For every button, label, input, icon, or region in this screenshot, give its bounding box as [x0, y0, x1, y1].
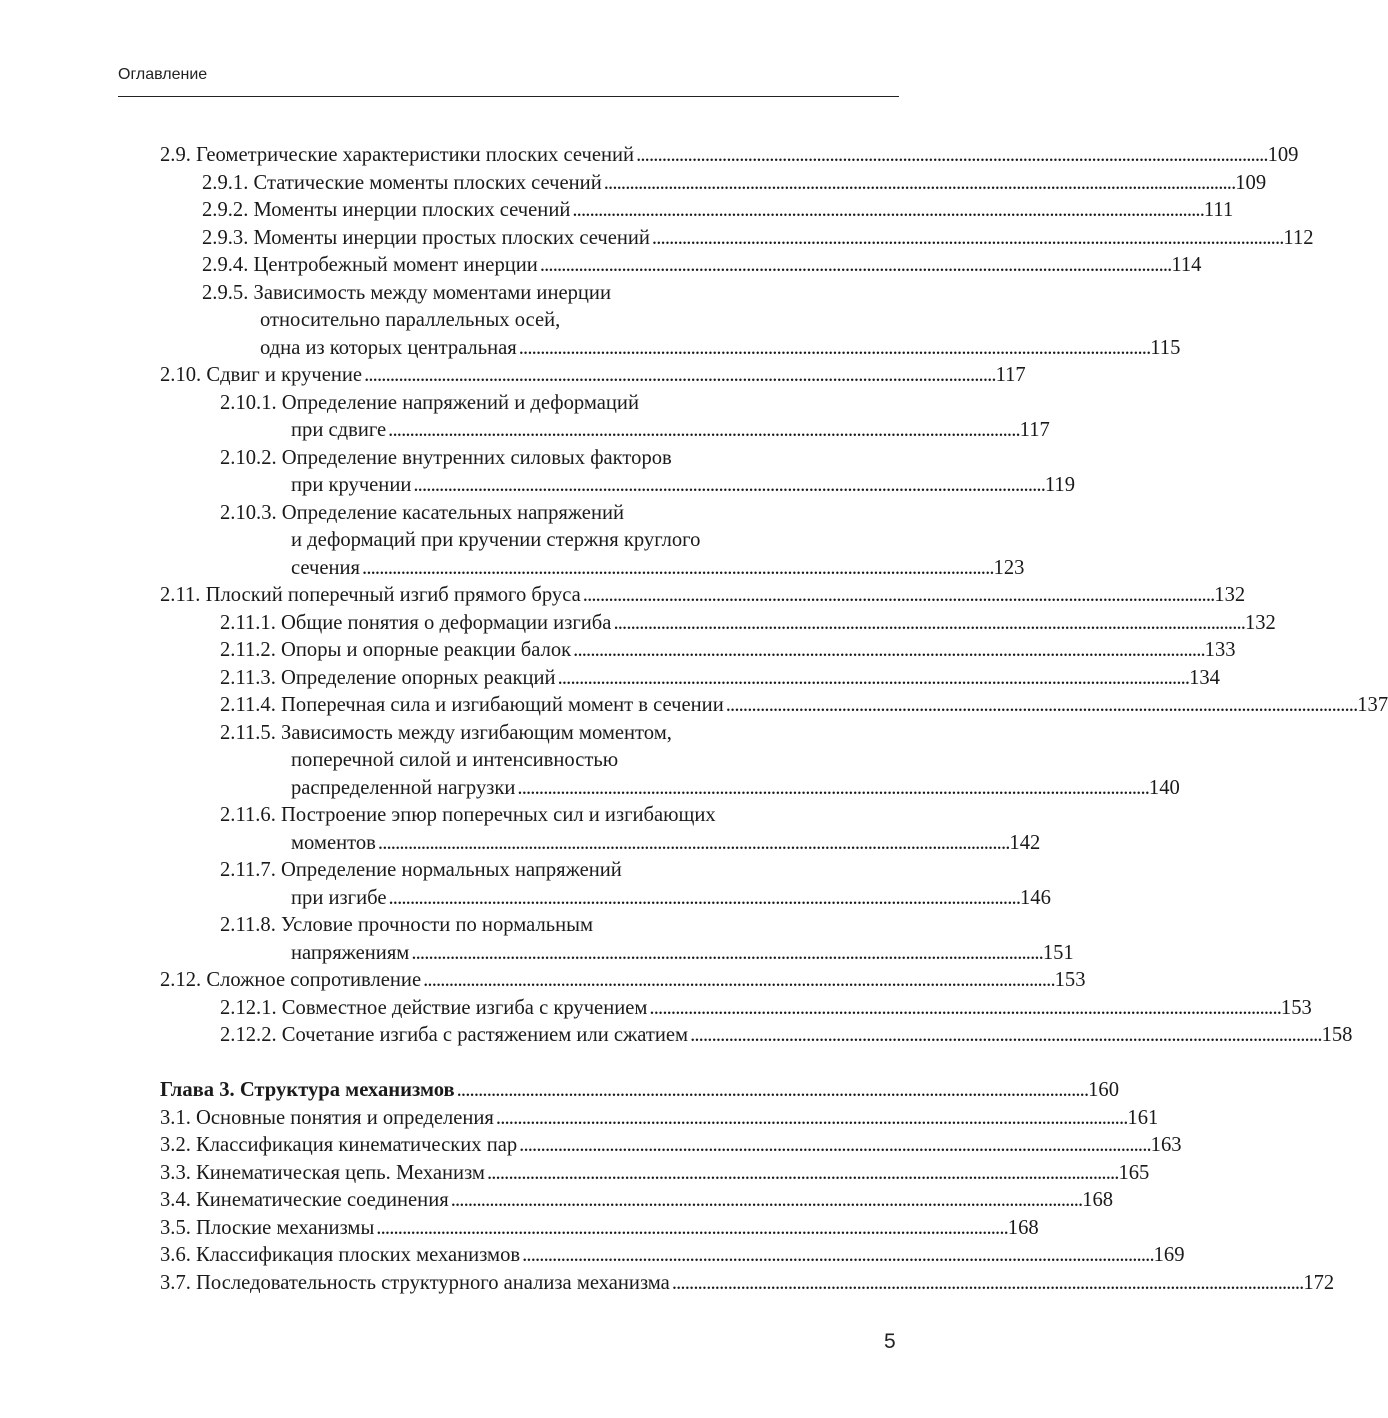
entry-number: 2.11.2. — [220, 639, 276, 661]
toc-entry-2-11-1[interactable] — [160, 610, 1276, 638]
toc-entry-2-9-2[interactable] — [160, 197, 1234, 225]
page-ref: 114 — [1171, 254, 1202, 276]
entry-number: 2.11.8. — [220, 914, 276, 936]
dot-leader — [652, 225, 1282, 253]
page-ref: 161 — [1127, 1106, 1159, 1129]
dot-leader — [376, 1215, 1006, 1243]
page-ref: 142 — [1009, 831, 1041, 854]
toc-entry-2-11-7[interactable] — [160, 857, 858, 885]
toc-entry-3-3[interactable] — [160, 1160, 1150, 1188]
running-head: Оглавление — [118, 66, 208, 83]
dot-leader — [496, 1105, 1126, 1133]
entry-title: Классификация кинематических пар — [196, 1134, 518, 1156]
entry-title: Сдвиг и кручение — [206, 364, 363, 386]
entry-number: 3.2. — [160, 1134, 191, 1156]
entry-continuation: и деформаций при кручении стержня круглого — [291, 529, 701, 551]
page-number: 5 — [884, 1330, 896, 1353]
entry-number: 2.11.7. — [220, 859, 276, 881]
entry-number: 2.10.1. — [220, 391, 277, 414]
entry-continuation-last: при изгибе . . . 146 — [160, 885, 858, 913]
dot-leader — [726, 692, 1356, 720]
dot-leader — [583, 582, 1213, 610]
toc-entry-2-10-1[interactable] — [160, 390, 858, 418]
dot-leader — [519, 335, 1149, 363]
entry-title: Моменты инерции плоских сечений — [253, 199, 571, 221]
entry-number: 2.11. — [160, 584, 201, 606]
entry-continuation-last: напряжениям . . . 151 — [160, 940, 858, 968]
toc-entry-2-10[interactable] — [160, 362, 1026, 390]
toc-entry-2-10-3[interactable] — [160, 500, 858, 528]
entry-title: Плоские механизмы — [196, 1216, 375, 1239]
dot-leader — [519, 1132, 1149, 1160]
dot-leader — [362, 555, 992, 583]
header-rule — [118, 96, 899, 97]
entry-number: 2.9. — [160, 144, 191, 166]
page-ref: 172 — [1303, 1271, 1335, 1294]
toc-entry-3-5[interactable] — [160, 1215, 1039, 1243]
entry-number: 2.11.6. — [220, 804, 276, 826]
entry-title: Определение касательных напряжений — [281, 501, 625, 524]
entry-number: 2.11.5. — [220, 721, 276, 744]
toc-entry-2-9-5[interactable] — [160, 280, 858, 308]
entry-number: 2.11.3. — [220, 666, 276, 689]
dot-leader — [522, 1242, 1152, 1270]
dot-leader — [690, 1022, 1320, 1050]
entry-number: 2.9.3. — [202, 226, 249, 249]
entry-continuation-last: одна из которых центральная . . . 115 — [160, 335, 858, 363]
dot-leader — [613, 610, 1243, 638]
entry-title: Определение внутренних силовых факторов — [281, 446, 672, 469]
dot-leader — [364, 362, 994, 390]
dot-leader — [540, 252, 1170, 280]
dot-leader — [649, 995, 1279, 1023]
entry-number: 2.12. — [160, 969, 202, 991]
entry-number: 3.6. — [160, 1244, 191, 1266]
dot-leader — [411, 940, 1041, 968]
entry-number: 2.11.1. — [220, 611, 276, 634]
page-ref: 132 — [1214, 584, 1246, 606]
page-ref: 109 — [1267, 144, 1299, 166]
entry-title: Определение нормальных напряжений — [281, 859, 622, 881]
entry-number: 2.10.2. — [220, 446, 277, 469]
page-ref: 151 — [1042, 941, 1074, 964]
page-ref: 168 — [1082, 1189, 1114, 1211]
dot-leader — [572, 197, 1202, 225]
toc-entry-2-11-2[interactable] — [160, 637, 1236, 665]
entry-continuation-last: сечения . . . 123 — [160, 555, 858, 583]
table-of-contents — [160, 142, 1388, 1297]
dot-leader — [487, 1160, 1117, 1188]
dot-leader — [558, 665, 1188, 693]
entry-continuation: поперечной силой и интенсивностью — [291, 749, 619, 771]
toc-entry-2-9[interactable] — [160, 142, 1299, 170]
entry-title: Сложное сопротивление — [206, 969, 422, 991]
page-ref: 168 — [1007, 1216, 1039, 1239]
toc-entry-2-11-5[interactable] — [160, 720, 858, 748]
page-ref: 137 — [1357, 694, 1388, 716]
entry-title: Геометрические характеристики плоских сечений — [196, 144, 635, 166]
entry-number: 3.5. — [160, 1216, 191, 1239]
toc-entry-2-9-4[interactable] — [160, 252, 1202, 280]
page-ref: 160 — [1088, 1079, 1120, 1101]
entry-title: Зависимость между изгибающим моментом, — [281, 721, 672, 744]
page-ref: 109 — [1235, 171, 1267, 194]
dot-leader — [573, 637, 1203, 665]
page-ref: 134 — [1189, 666, 1220, 689]
toc-entry-2-11[interactable] — [160, 582, 1246, 610]
entry-title: Моменты инерции простых плоских сечений — [253, 226, 650, 249]
toc-entry-2-11-6[interactable] — [160, 802, 858, 830]
toc-entry-2-11-3[interactable] — [160, 665, 1220, 693]
page-ref: 146 — [1019, 886, 1051, 909]
page-ref: 158 — [1321, 1024, 1353, 1046]
toc-entry-2-9-3[interactable] — [160, 225, 1314, 253]
entry-continuation-last: распределенной нагрузки . . . 140 — [160, 775, 858, 803]
entry-continuation-last: при сдвиге . . . 117 — [160, 417, 858, 445]
entry-title: Сочетание изгиба с растяжением или сжатием — [281, 1024, 689, 1046]
toc-entry-2-12[interactable] — [160, 967, 1086, 995]
entry-number: 2.11.4. — [220, 694, 276, 716]
entry-title: Построение эпюр поперечных сил и изгибающих — [281, 804, 716, 826]
page-ref: 163 — [1150, 1134, 1182, 1156]
dot-leader — [457, 1077, 1087, 1105]
dot-leader — [388, 417, 1018, 445]
toc-entry-3-7[interactable] — [160, 1270, 1335, 1298]
page-ref: 111 — [1203, 199, 1234, 221]
entry-continuation-last: при кручении . . . 119 — [160, 472, 858, 500]
entry-title: Плоский поперечный изгиб прямого бруса — [205, 584, 581, 606]
toc-chapter-3[interactable] — [160, 1077, 1120, 1105]
entry-number: 2.12.1. — [220, 996, 277, 1019]
entry-title: Опоры и опорные реакции балок — [281, 639, 572, 661]
entry-title: Условие прочности по нормальным — [281, 914, 594, 936]
dot-leader — [672, 1270, 1302, 1298]
page-ref: 153 — [1280, 996, 1312, 1019]
page-ref: 132 — [1244, 611, 1276, 634]
entry-number: 3.7. — [160, 1271, 191, 1294]
dot-leader — [517, 775, 1147, 803]
section-gap — [160, 1050, 858, 1078]
toc-entry-3-2[interactable] — [160, 1132, 1182, 1160]
entry-title: Кинематические соединения — [196, 1189, 449, 1211]
page-ref: 117 — [1019, 419, 1050, 441]
toc-entry-2-12-1[interactable] — [160, 995, 1312, 1023]
entry-number: 3.4. — [160, 1189, 191, 1211]
entry-number: 2.9.5. — [202, 281, 249, 304]
page-ref: 119 — [1044, 474, 1076, 496]
toc-entry-2-9-1[interactable] — [160, 170, 1267, 198]
entry-title: Классификация плоских механизмов — [196, 1244, 521, 1266]
entry-number: 2.9.2. — [202, 199, 249, 221]
toc-entry-3-6[interactable] — [160, 1242, 1185, 1270]
entry-title: Основные понятия и определения — [196, 1106, 494, 1129]
dot-leader — [636, 142, 1266, 170]
entry-continuation-last: моментов . . . 142 — [160, 830, 858, 858]
entry-title: Статические моменты плоских сечений — [253, 171, 602, 194]
dot-leader — [413, 472, 1043, 500]
chapter-title: Структура механизмов — [239, 1079, 455, 1101]
entry-title: Поперечная сила и изгибающий момент в сечении — [281, 694, 724, 716]
entry-title: Зависимость между моментами инерции — [253, 281, 611, 304]
page-ref: 169 — [1153, 1244, 1185, 1266]
entry-title: Последовательность структурного анализа механизма — [196, 1271, 670, 1294]
page-ref: 112 — [1283, 226, 1314, 249]
page-ref: 123 — [993, 556, 1025, 579]
page-ref: 153 — [1054, 969, 1086, 991]
toc-entry-3-4[interactable] — [160, 1187, 1114, 1215]
toc-entry-2-10-2[interactable] — [160, 445, 858, 473]
entry-number: 3.1. — [160, 1106, 191, 1129]
toc-entry-2-11-4[interactable] — [160, 692, 1388, 720]
dot-leader — [378, 830, 1008, 858]
entry-number: 2.9.1. — [202, 171, 249, 194]
entry-title: Определение опорных реакций — [281, 666, 556, 689]
dot-leader — [423, 967, 1053, 995]
entry-number: 2.10. — [160, 364, 202, 386]
page-ref: 165 — [1118, 1161, 1150, 1184]
dot-leader — [388, 885, 1018, 913]
entry-title: Определение напряжений и деформаций — [281, 391, 639, 414]
chapter-number: Глава 3. — [160, 1079, 235, 1101]
page-ref: 140 — [1148, 776, 1180, 799]
dot-leader — [451, 1187, 1081, 1215]
entry-title: Кинематическая цепь. Механизм — [196, 1161, 485, 1184]
toc-entry-2-11-8[interactable] — [160, 912, 858, 940]
entry-continuation: относительно параллельных осей, — [260, 309, 561, 331]
entry-number: 3.3. — [160, 1161, 191, 1184]
page-ref: 115 — [1150, 336, 1181, 359]
entry-title: Общие понятия о деформации изгиба — [281, 611, 612, 634]
page-ref: 133 — [1204, 639, 1236, 661]
entry-number: 2.10.3. — [220, 501, 277, 524]
entry-number: 2.12.2. — [220, 1024, 277, 1046]
toc-entry-3-1[interactable] — [160, 1105, 1159, 1133]
entry-title: Совместное действие изгиба с кручением — [281, 996, 648, 1019]
dot-leader — [604, 170, 1234, 198]
toc-entry-2-12-2[interactable] — [160, 1022, 1353, 1050]
entry-title: Центробежный момент инерции — [253, 254, 538, 276]
page-ref: 117 — [995, 364, 1026, 386]
entry-number: 2.9.4. — [202, 254, 249, 276]
